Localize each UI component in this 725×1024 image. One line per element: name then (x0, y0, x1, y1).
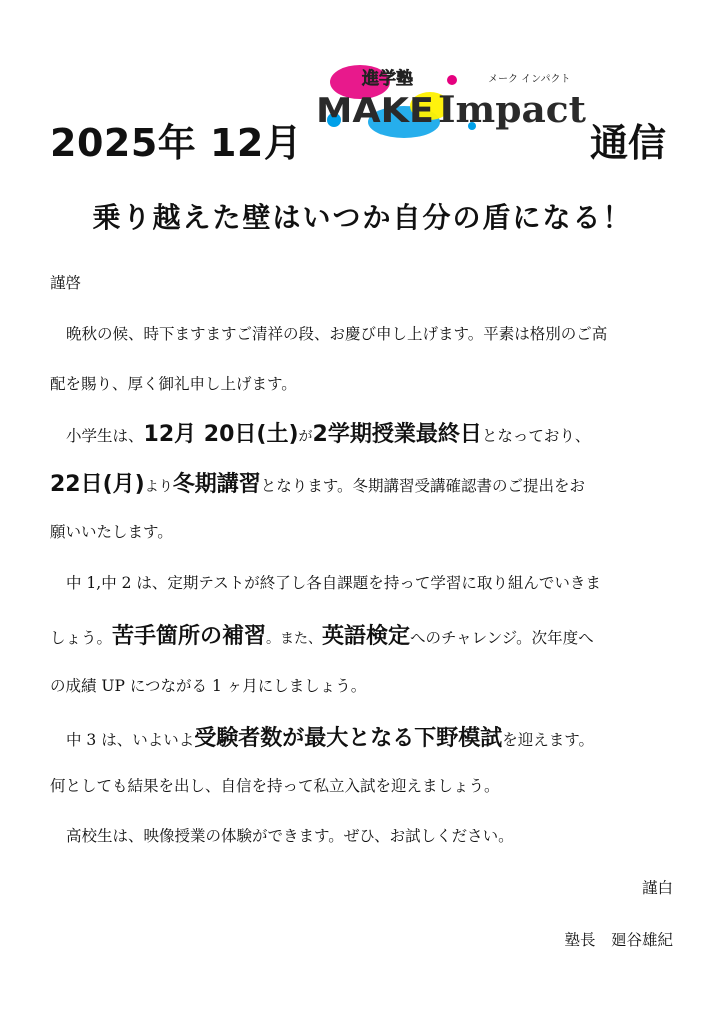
emphasis-eiken: 英語検定 (322, 624, 411, 649)
para5-line: 高校生は、映像授業の体験ができます。ぜひ、お試しください。 (66, 827, 514, 845)
para2-line1: 小学生は、12月 20日(土)が2学期授業最終日となっており、 (66, 422, 591, 447)
make-impact-logo (312, 60, 590, 142)
emphasis-last-class: 2学期授業最終日 (312, 422, 482, 447)
newsletter-date-title: 2025年 12月 (50, 121, 303, 165)
para3-line3: の成績 UP につながる 1 ヶ月にしましょう。 (50, 677, 367, 695)
greeting-open: 謹啓 (50, 274, 82, 292)
emphasis-date: 12月 20日(土) (143, 422, 299, 447)
headline: 乗り越えた壁はいつか自分の盾になる！ (92, 201, 633, 234)
signature: 塾長 廻谷雄紀 (564, 931, 673, 949)
logo-juku-label: 進学塾 (362, 69, 413, 89)
emphasis-winter-course: 冬期講習 (172, 472, 261, 497)
para2-line3: 願いいたします。 (50, 523, 173, 541)
para1-line2: 配を賜り、厚く御礼申し上げます。 (50, 375, 297, 393)
para4-line1: 中 3 は、いよいよ受験者数が最大となる下野模試を迎えます。 (66, 726, 594, 751)
para3-line1: 中 1,中 2 は、定期テストが終了し各自課題を持って学習に取り組んでいきま (66, 574, 601, 592)
emphasis-winter-start: 22日(月) (50, 472, 145, 497)
emphasis-remedial: 苦手箇所の補習 (112, 624, 267, 649)
para4-line2: 何としても結果を出し、自信を持って私立入試を迎えましょう。 (50, 777, 500, 795)
logo-brand-right: Impact (438, 89, 587, 131)
greeting-close: 謹白 (641, 879, 673, 897)
para3-line2: しょう。苦手箇所の補習。また、英語検定へのチャレンジ。次年度へ (50, 624, 594, 649)
newsletter-word: 通信 (590, 121, 667, 165)
para1-line1: 晩秋の候、時下ますますご清祥の段、お慶び申し上げます。平素は格別のご高 (66, 325, 608, 343)
emphasis-mock-exam: 受験者数が最大となる下野模試 (194, 726, 503, 751)
para2-text: 小学生は、 (66, 427, 144, 445)
logo-brand-left: MAKE (316, 91, 434, 131)
logo-katakana: メーク インパクト (488, 74, 571, 85)
para2-line2: 22日(月)より冬期講習となります。冬期講習受講確認書のご提出をお (50, 472, 586, 497)
